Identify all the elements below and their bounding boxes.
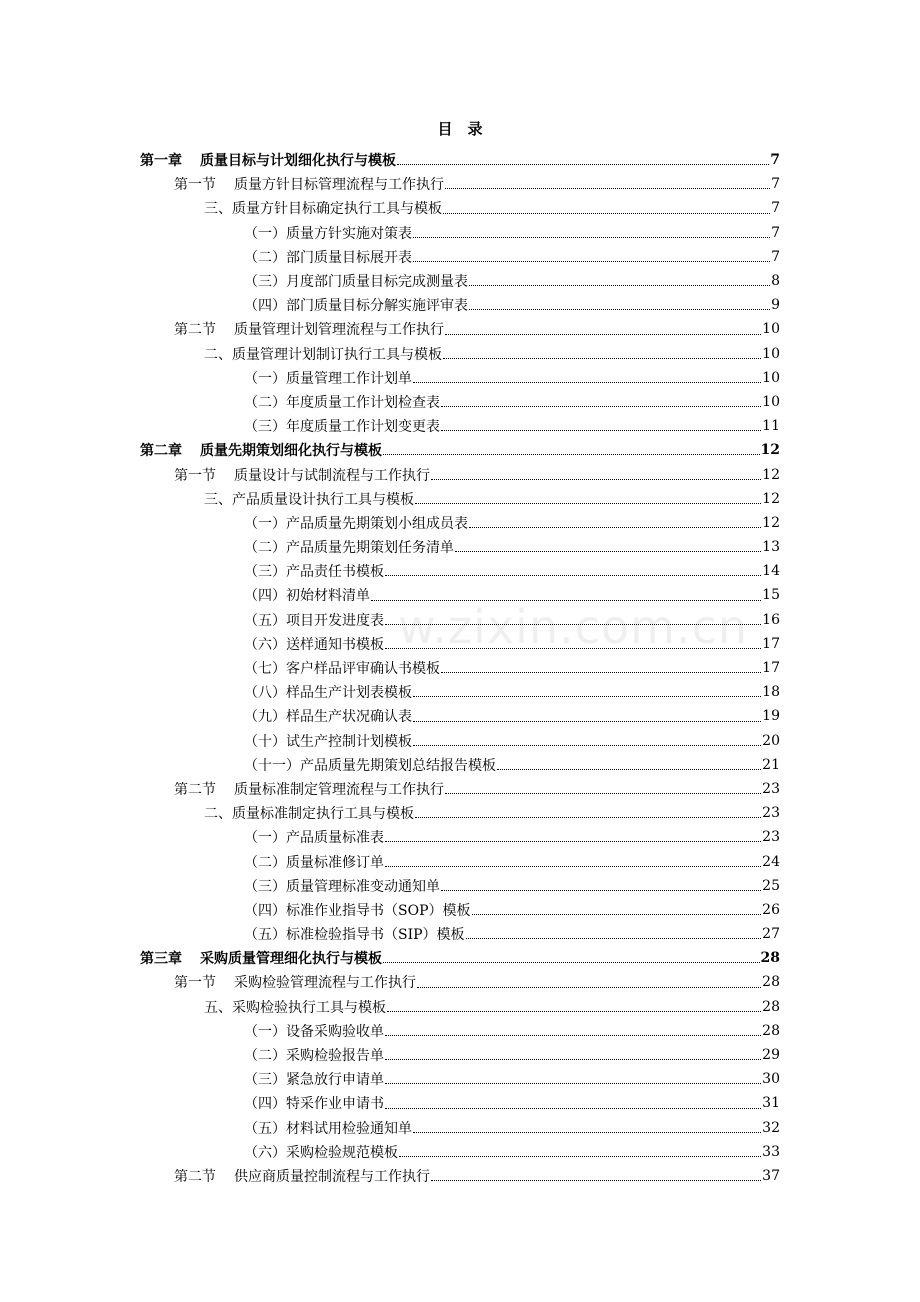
toc-entry-page: 20 xyxy=(762,732,780,749)
dot-leader xyxy=(497,769,761,770)
toc-entry-number: 第一节 xyxy=(174,467,216,484)
dot-leader xyxy=(445,334,761,335)
toc-entry-label xyxy=(244,416,440,436)
toc-entry-text: （十）试生产控制计划模板 xyxy=(244,733,412,750)
dot-leader xyxy=(387,1011,761,1012)
toc-entry-page: 23 xyxy=(762,829,780,846)
toc-entry-label xyxy=(244,585,370,605)
toc-entry-item[interactable] xyxy=(0,390,920,414)
dot-leader xyxy=(385,1059,761,1060)
toc-entry-text: （七）客户样品评审确认书模板 xyxy=(244,661,440,678)
toc-entry-label xyxy=(244,924,465,944)
toc-entry-label xyxy=(244,271,468,291)
toc-entry-page: 8 xyxy=(771,273,780,290)
toc-entry-text: 三、产品质量设计执行工具与模板 xyxy=(204,491,414,508)
toc-entry-text: 二、质量标准制定执行工具与模板 xyxy=(204,806,414,823)
toc-entry-label xyxy=(244,852,384,872)
toc-entry-page: 23 xyxy=(762,805,780,822)
toc-entry-label xyxy=(244,1069,384,1089)
toc-entry-label xyxy=(204,997,386,1017)
toc-entry-page: 32 xyxy=(762,1119,780,1136)
toc-entry-number: 第一章 xyxy=(140,153,182,170)
toc-entry-item[interactable] xyxy=(0,1091,920,1115)
toc-entry-page: 28 xyxy=(762,1022,780,1039)
dot-leader xyxy=(445,188,770,189)
toc-entry-section[interactable] xyxy=(0,777,920,801)
dot-leader xyxy=(415,503,761,504)
toc-entry-item[interactable] xyxy=(0,1019,920,1043)
toc-entry-label xyxy=(244,706,412,726)
toc-entry-text: （二）年度质量工作计划检查表 xyxy=(244,394,440,411)
toc-entry-page: 10 xyxy=(762,393,780,410)
dot-leader xyxy=(431,479,761,480)
toc-entry-text: （五）项目开发进度表 xyxy=(244,612,384,629)
toc-entry-label xyxy=(204,803,414,823)
toc-entry-text: （六）采购检验规范模板 xyxy=(244,1144,398,1161)
toc-entry-page: 7 xyxy=(771,200,780,217)
toc-entry-label xyxy=(244,1142,398,1162)
toc-entry-chapter[interactable] xyxy=(0,438,920,462)
toc-entry-subsec[interactable] xyxy=(0,995,920,1019)
toc-entry-item[interactable] xyxy=(0,245,920,269)
toc-entry-label xyxy=(244,1118,412,1138)
toc-entry-number: 第二节 xyxy=(174,1168,216,1185)
toc-entry-item[interactable] xyxy=(0,874,920,898)
dot-leader xyxy=(472,914,762,915)
toc-entry-text: （一）产品质量先期策划小组成员表 xyxy=(244,515,468,532)
toc-entry-label xyxy=(244,368,412,388)
dot-leader xyxy=(443,358,761,359)
toc-entry-text: （二）质量标准修订单 xyxy=(244,854,384,871)
toc-entry-page: 31 xyxy=(762,1095,780,1112)
toc-entry-section[interactable] xyxy=(0,970,920,994)
toc-entry-page: 21 xyxy=(762,756,780,773)
dot-leader xyxy=(385,1035,761,1036)
dot-leader xyxy=(413,1132,761,1133)
dot-leader xyxy=(399,1156,761,1157)
toc-entry-page: 29 xyxy=(762,1047,780,1064)
toc-entry-text: （二）部门质量目标展开表 xyxy=(244,249,412,266)
toc-entry-page: 11 xyxy=(762,418,780,435)
toc-entry-page: 9 xyxy=(771,297,780,314)
toc-entry-item[interactable] xyxy=(0,898,920,922)
dot-leader xyxy=(385,1108,761,1109)
toc-entry-page: 10 xyxy=(762,369,780,386)
toc-entry-label xyxy=(244,513,468,533)
toc-entry-label xyxy=(244,1045,384,1065)
toc-entry-item[interactable] xyxy=(0,632,920,656)
table-of-contents xyxy=(0,148,920,1188)
dot-leader xyxy=(413,382,761,383)
toc-entry-page: 12 xyxy=(760,442,780,459)
toc-entry-text: （四）初始材料清单 xyxy=(244,588,370,605)
dot-leader xyxy=(371,600,761,601)
toc-entry-text: （一）设备采购验收单 xyxy=(244,1023,384,1040)
toc-entry-section[interactable] xyxy=(0,317,920,341)
watermark: w.zixin.com.cn xyxy=(398,600,749,654)
toc-entry-section[interactable] xyxy=(0,1164,920,1188)
toc-entry-label xyxy=(244,223,412,243)
toc-entry-page: 18 xyxy=(762,684,780,701)
dot-leader xyxy=(415,817,761,818)
toc-entry-label xyxy=(244,682,412,702)
toc-entry-text: 二、质量管理计划制订执行工具与模板 xyxy=(204,346,442,363)
toc-entry-text: 质量先期策划细化执行与模板 xyxy=(200,443,382,460)
toc-entry-page: 13 xyxy=(762,539,780,556)
toc-entry-label xyxy=(204,198,442,218)
toc-entry-label xyxy=(244,1093,384,1113)
toc-entry-page: 7 xyxy=(770,152,780,169)
toc-entry-subsec[interactable] xyxy=(0,196,920,220)
toc-entry-text: （一）质量管理工作计划单 xyxy=(244,370,412,387)
toc-entry-label xyxy=(244,755,496,775)
toc-entry-label xyxy=(244,634,384,654)
toc-entry-page: 15 xyxy=(762,587,780,604)
toc-entry-label xyxy=(244,731,412,751)
toc-entry-item[interactable] xyxy=(0,608,920,632)
toc-entry-text: （二）产品质量先期策划任务清单 xyxy=(244,540,454,557)
dot-leader xyxy=(455,551,761,552)
dot-leader xyxy=(413,237,770,238)
toc-entry-item[interactable] xyxy=(0,511,920,535)
toc-entry-item[interactable] xyxy=(0,704,920,728)
toc-entry-text: （三）月度部门质量目标完成测量表 xyxy=(244,274,468,291)
toc-entry-item[interactable] xyxy=(0,656,920,680)
toc-entry-label xyxy=(204,489,414,509)
toc-entry-text: （五）标准检验指导书（SIP）模板 xyxy=(244,927,465,944)
toc-entry-item[interactable] xyxy=(0,1140,920,1164)
toc-entry-number: 第二节 xyxy=(174,781,216,798)
toc-entry-label xyxy=(244,900,471,920)
dot-leader xyxy=(413,745,761,746)
toc-entry-text: （一）质量方针实施对策表 xyxy=(244,225,412,242)
toc-entry-page: 25 xyxy=(762,877,780,894)
toc-entry-text: （三）产品责任书模板 xyxy=(244,564,384,581)
dot-leader xyxy=(469,309,770,310)
toc-entry-item[interactable] xyxy=(0,221,920,245)
toc-entry-text: （九）样品生产状况确认表 xyxy=(244,709,412,726)
toc-entry-page: 7 xyxy=(771,224,780,241)
dot-leader xyxy=(397,164,769,165)
toc-entry-label xyxy=(140,150,396,170)
toc-entry-label xyxy=(244,610,384,630)
toc-entry-item[interactable] xyxy=(0,849,920,873)
toc-entry-page: 12 xyxy=(762,490,780,507)
toc-entry-section[interactable] xyxy=(0,462,920,486)
toc-entry-text: （五）材料试用检验通知单 xyxy=(244,1120,412,1137)
toc-entry-text: 三、质量方针目标确定执行工具与模板 xyxy=(204,201,442,218)
toc-entry-number: 第一节 xyxy=(174,177,216,194)
dot-leader xyxy=(413,261,770,262)
toc-entry-label xyxy=(174,972,416,992)
toc-entry-label xyxy=(140,948,382,968)
toc-entry-label xyxy=(140,440,382,460)
toc-entry-number: 第二章 xyxy=(140,443,182,460)
toc-entry-number: 第一节 xyxy=(174,975,216,992)
dot-leader xyxy=(413,721,761,722)
dot-leader xyxy=(441,672,761,673)
toc-entry-text: （六）送样通知书模板 xyxy=(244,636,384,653)
toc-entry-text: 五、采购检验执行工具与模板 xyxy=(204,999,386,1016)
toc-entry-page: 37 xyxy=(762,1167,780,1184)
toc-entry-page: 30 xyxy=(762,1071,780,1088)
toc-entry-page: 26 xyxy=(762,901,780,918)
dot-leader xyxy=(441,406,761,407)
dot-leader xyxy=(417,987,761,988)
toc-entry-text: （八）样品生产计划表模板 xyxy=(244,685,412,702)
toc-entry-page: 7 xyxy=(771,176,780,193)
toc-entry-item[interactable] xyxy=(0,414,920,438)
toc-entry-label xyxy=(244,247,412,267)
toc-entry-label xyxy=(244,561,384,581)
toc-entry-text: 质量方针目标管理流程与工作执行 xyxy=(234,177,444,194)
toc-entry-page: 17 xyxy=(762,635,780,652)
dot-leader xyxy=(385,841,761,842)
toc-entry-label xyxy=(204,344,442,364)
toc-entry-text: 质量目标与计划细化执行与模板 xyxy=(200,153,396,170)
toc-entry-item[interactable] xyxy=(0,825,920,849)
dot-leader xyxy=(385,648,761,649)
toc-entry-label xyxy=(174,779,444,799)
toc-entry-page: 27 xyxy=(762,926,780,943)
toc-entry-text: （三）紧急放行申请单 xyxy=(244,1072,384,1089)
dot-leader xyxy=(383,962,760,963)
dot-leader xyxy=(441,890,761,891)
dot-leader xyxy=(385,866,761,867)
dot-leader xyxy=(443,213,770,214)
toc-entry-page: 7 xyxy=(771,248,780,265)
dot-leader xyxy=(469,285,770,286)
dot-leader xyxy=(413,696,761,697)
toc-entry-page: 19 xyxy=(762,708,780,725)
toc-entry-label xyxy=(244,876,440,896)
toc-entry-number: 第二节 xyxy=(174,322,216,339)
toc-entry-item[interactable] xyxy=(0,559,920,583)
toc-entry-label xyxy=(244,827,384,847)
dot-leader xyxy=(385,575,761,576)
toc-entry-text: 供应商质量控制流程与工作执行 xyxy=(234,1168,430,1185)
toc-entry-label xyxy=(174,465,430,485)
toc-entry-label xyxy=(244,537,454,557)
toc-entry-text: （二）采购检验报告单 xyxy=(244,1048,384,1065)
toc-entry-text: 采购质量管理细化执行与模板 xyxy=(200,951,382,968)
toc-entry-text: 采购检验管理流程与工作执行 xyxy=(234,975,416,992)
toc-entry-label xyxy=(244,1021,384,1041)
dot-leader xyxy=(431,1180,761,1181)
toc-entry-text: （十一）产品质量先期策划总结报告模板 xyxy=(244,757,496,774)
toc-entry-subsec[interactable] xyxy=(0,342,920,366)
toc-entry-label xyxy=(244,392,440,412)
dot-leader xyxy=(383,454,760,455)
dot-leader xyxy=(469,527,761,528)
toc-entry-item[interactable] xyxy=(0,269,920,293)
toc-entry-label xyxy=(174,1166,430,1186)
toc-entry-item[interactable] xyxy=(0,1116,920,1140)
toc-entry-text: （四）部门质量目标分解实施评审表 xyxy=(244,298,468,315)
toc-entry-text: 质量管理计划管理流程与工作执行 xyxy=(234,322,444,339)
toc-entry-text: （三）质量管理标准变动通知单 xyxy=(244,878,440,895)
toc-entry-text: 质量标准制定管理流程与工作执行 xyxy=(234,781,444,798)
toc-entry-page: 33 xyxy=(762,1143,780,1160)
toc-entry-text: （一）产品质量标准表 xyxy=(244,830,384,847)
toc-entry-page: 10 xyxy=(762,321,780,338)
toc-entry-page: 12 xyxy=(762,514,780,531)
toc-entry-item[interactable] xyxy=(0,535,920,559)
toc-entry-item[interactable] xyxy=(0,1067,920,1091)
toc-entry-item[interactable] xyxy=(0,293,920,317)
toc-entry-page: 28 xyxy=(762,974,780,991)
toc-entry-text: 质量设计与试制流程与工作执行 xyxy=(234,467,430,484)
dot-leader xyxy=(445,793,761,794)
dot-leader xyxy=(385,1083,761,1084)
toc-entry-number: 第三章 xyxy=(140,951,182,968)
dot-leader xyxy=(385,624,761,625)
toc-entry-page: 28 xyxy=(762,998,780,1015)
toc-entry-text: （三）年度质量工作计划变更表 xyxy=(244,419,440,436)
toc-entry-page: 12 xyxy=(762,466,780,483)
toc-entry-text: （四）标准作业指导书（SOP）模板 xyxy=(244,902,471,919)
toc-entry-page: 14 xyxy=(762,563,780,580)
toc-entry-label xyxy=(244,658,440,678)
toc-entry-chapter[interactable] xyxy=(0,148,920,172)
toc-entry-item[interactable] xyxy=(0,680,920,704)
toc-entry-item[interactable] xyxy=(0,729,920,753)
dot-leader xyxy=(441,430,761,431)
toc-entry-page: 28 xyxy=(760,950,780,967)
toc-entry-section[interactable] xyxy=(0,172,920,196)
toc-entry-chapter[interactable] xyxy=(0,946,920,970)
toc-entry-text: （四）特采作业申请书 xyxy=(244,1096,384,1113)
toc-entry-page: 23 xyxy=(762,780,780,797)
toc-entry-label xyxy=(174,319,444,339)
toc-title: 目 录 xyxy=(437,120,483,138)
toc-entry-item[interactable] xyxy=(0,583,920,607)
toc-entry-page: 10 xyxy=(762,345,780,362)
toc-entry-label xyxy=(174,174,444,194)
toc-entry-page: 16 xyxy=(762,611,780,628)
toc-entry-label xyxy=(244,295,468,315)
toc-entry-item[interactable] xyxy=(0,366,920,390)
toc-entry-subsec[interactable] xyxy=(0,801,920,825)
toc-entry-item[interactable] xyxy=(0,922,920,946)
toc-entry-page: 24 xyxy=(762,853,780,870)
toc-entry-item[interactable] xyxy=(0,753,920,777)
toc-entry-item[interactable] xyxy=(0,1043,920,1067)
dot-leader xyxy=(466,938,762,939)
toc-entry-page: 17 xyxy=(762,660,780,677)
toc-entry-subsec[interactable] xyxy=(0,487,920,511)
